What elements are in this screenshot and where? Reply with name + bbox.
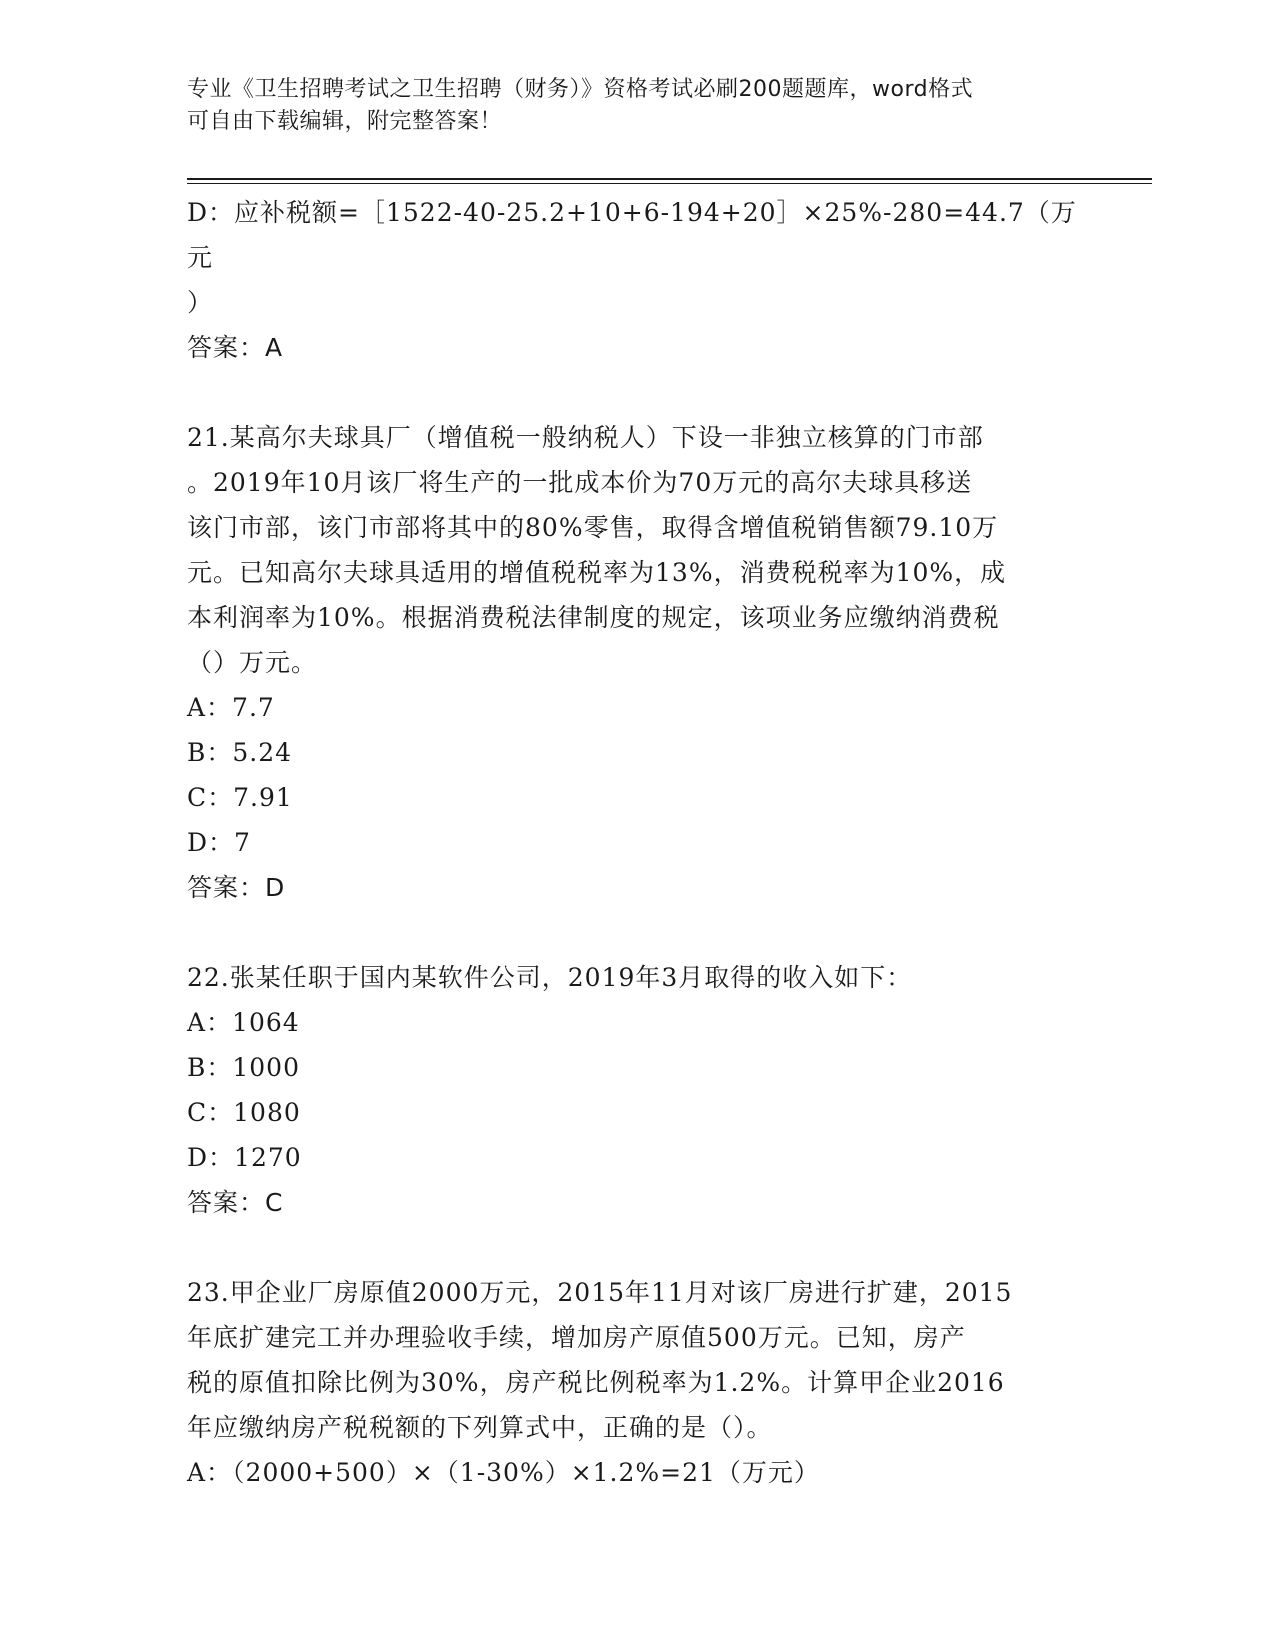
prev-option-d: D：应补税额=［1522-40-25.2+10+6-194+20］×25%-280=44.7（万元 [187, 198, 1077, 272]
question-content [187, 190, 1087, 1495]
q23-option-a: A：（2000+500）×（1-30%）×1.2%=21（万元） [187, 1458, 820, 1487]
q23-line: 税的原值扣除比例为30%，房产税比例税率为1.2%。计算甲企业2016 [187, 1368, 1005, 1397]
q21-option-a: A：7.7 [187, 693, 275, 722]
q23-line: 23.甲企业厂房原值2000万元，2015年11月对该厂房进行扩建，2015 [187, 1278, 1013, 1307]
spacer [187, 910, 1087, 955]
q23-line: 年底扩建完工并办理验收手续，增加房产原值500万元。已知，房产 [187, 1323, 966, 1352]
q22-option-c: C：1080 [187, 1098, 301, 1127]
q21-line: 。2019年10月该厂将生产的一批成本价为70万元的高尔夫球具移送 [187, 468, 973, 497]
q21-line: 本利润率为10%。根据消费税法律制度的规定，该项业务应缴纳消费税 [187, 603, 1000, 632]
q22-option-b: B：1000 [187, 1053, 300, 1082]
prev-answer: 答案：A [187, 333, 284, 362]
q21-option-c: C：7.91 [187, 783, 293, 812]
header-rule-thick [187, 178, 1152, 180]
q21-line: 21.某高尔夫球具厂（增值税一般纳税人）下设一非独立核算的门市部 [187, 423, 984, 452]
q22-option-a: A：1064 [187, 1008, 300, 1037]
spacer [187, 370, 1087, 415]
prev-option-d-continuation: ） [187, 288, 214, 317]
header-title-line-2: 可自由下载编辑，附完整答案！ [187, 109, 503, 134]
header-rule-thin [187, 183, 1152, 184]
page-header [187, 74, 1067, 138]
q21-option-d: D：7 [187, 828, 251, 857]
q21-line: （）万元。 [187, 648, 318, 677]
q22-line: 22.张某任职于国内某软件公司，2019年3月取得的收入如下： [187, 963, 913, 992]
q22-option-d: D：1270 [187, 1143, 302, 1172]
spacer [187, 1225, 1087, 1270]
q22-answer: 答案：C [187, 1188, 284, 1217]
q23-line: 年应缴纳房产税税额的下列算式中，正确的是（）。 [187, 1413, 773, 1442]
q21-answer: 答案：D [187, 873, 286, 902]
q21-line: 该门市部，该门市部将其中的80%零售，取得含增值税销售额79.10万 [187, 513, 999, 542]
q21-option-b: B：5.24 [187, 738, 293, 767]
q21-line: 元。已知高尔夫球具适用的增值税税率为13%，消费税税率为10%，成 [187, 558, 1007, 587]
header-title-line-1: 专业《卫生招聘考试之卫生招聘（财务）》资格考试必刷200题题库，word格式 [187, 77, 974, 102]
